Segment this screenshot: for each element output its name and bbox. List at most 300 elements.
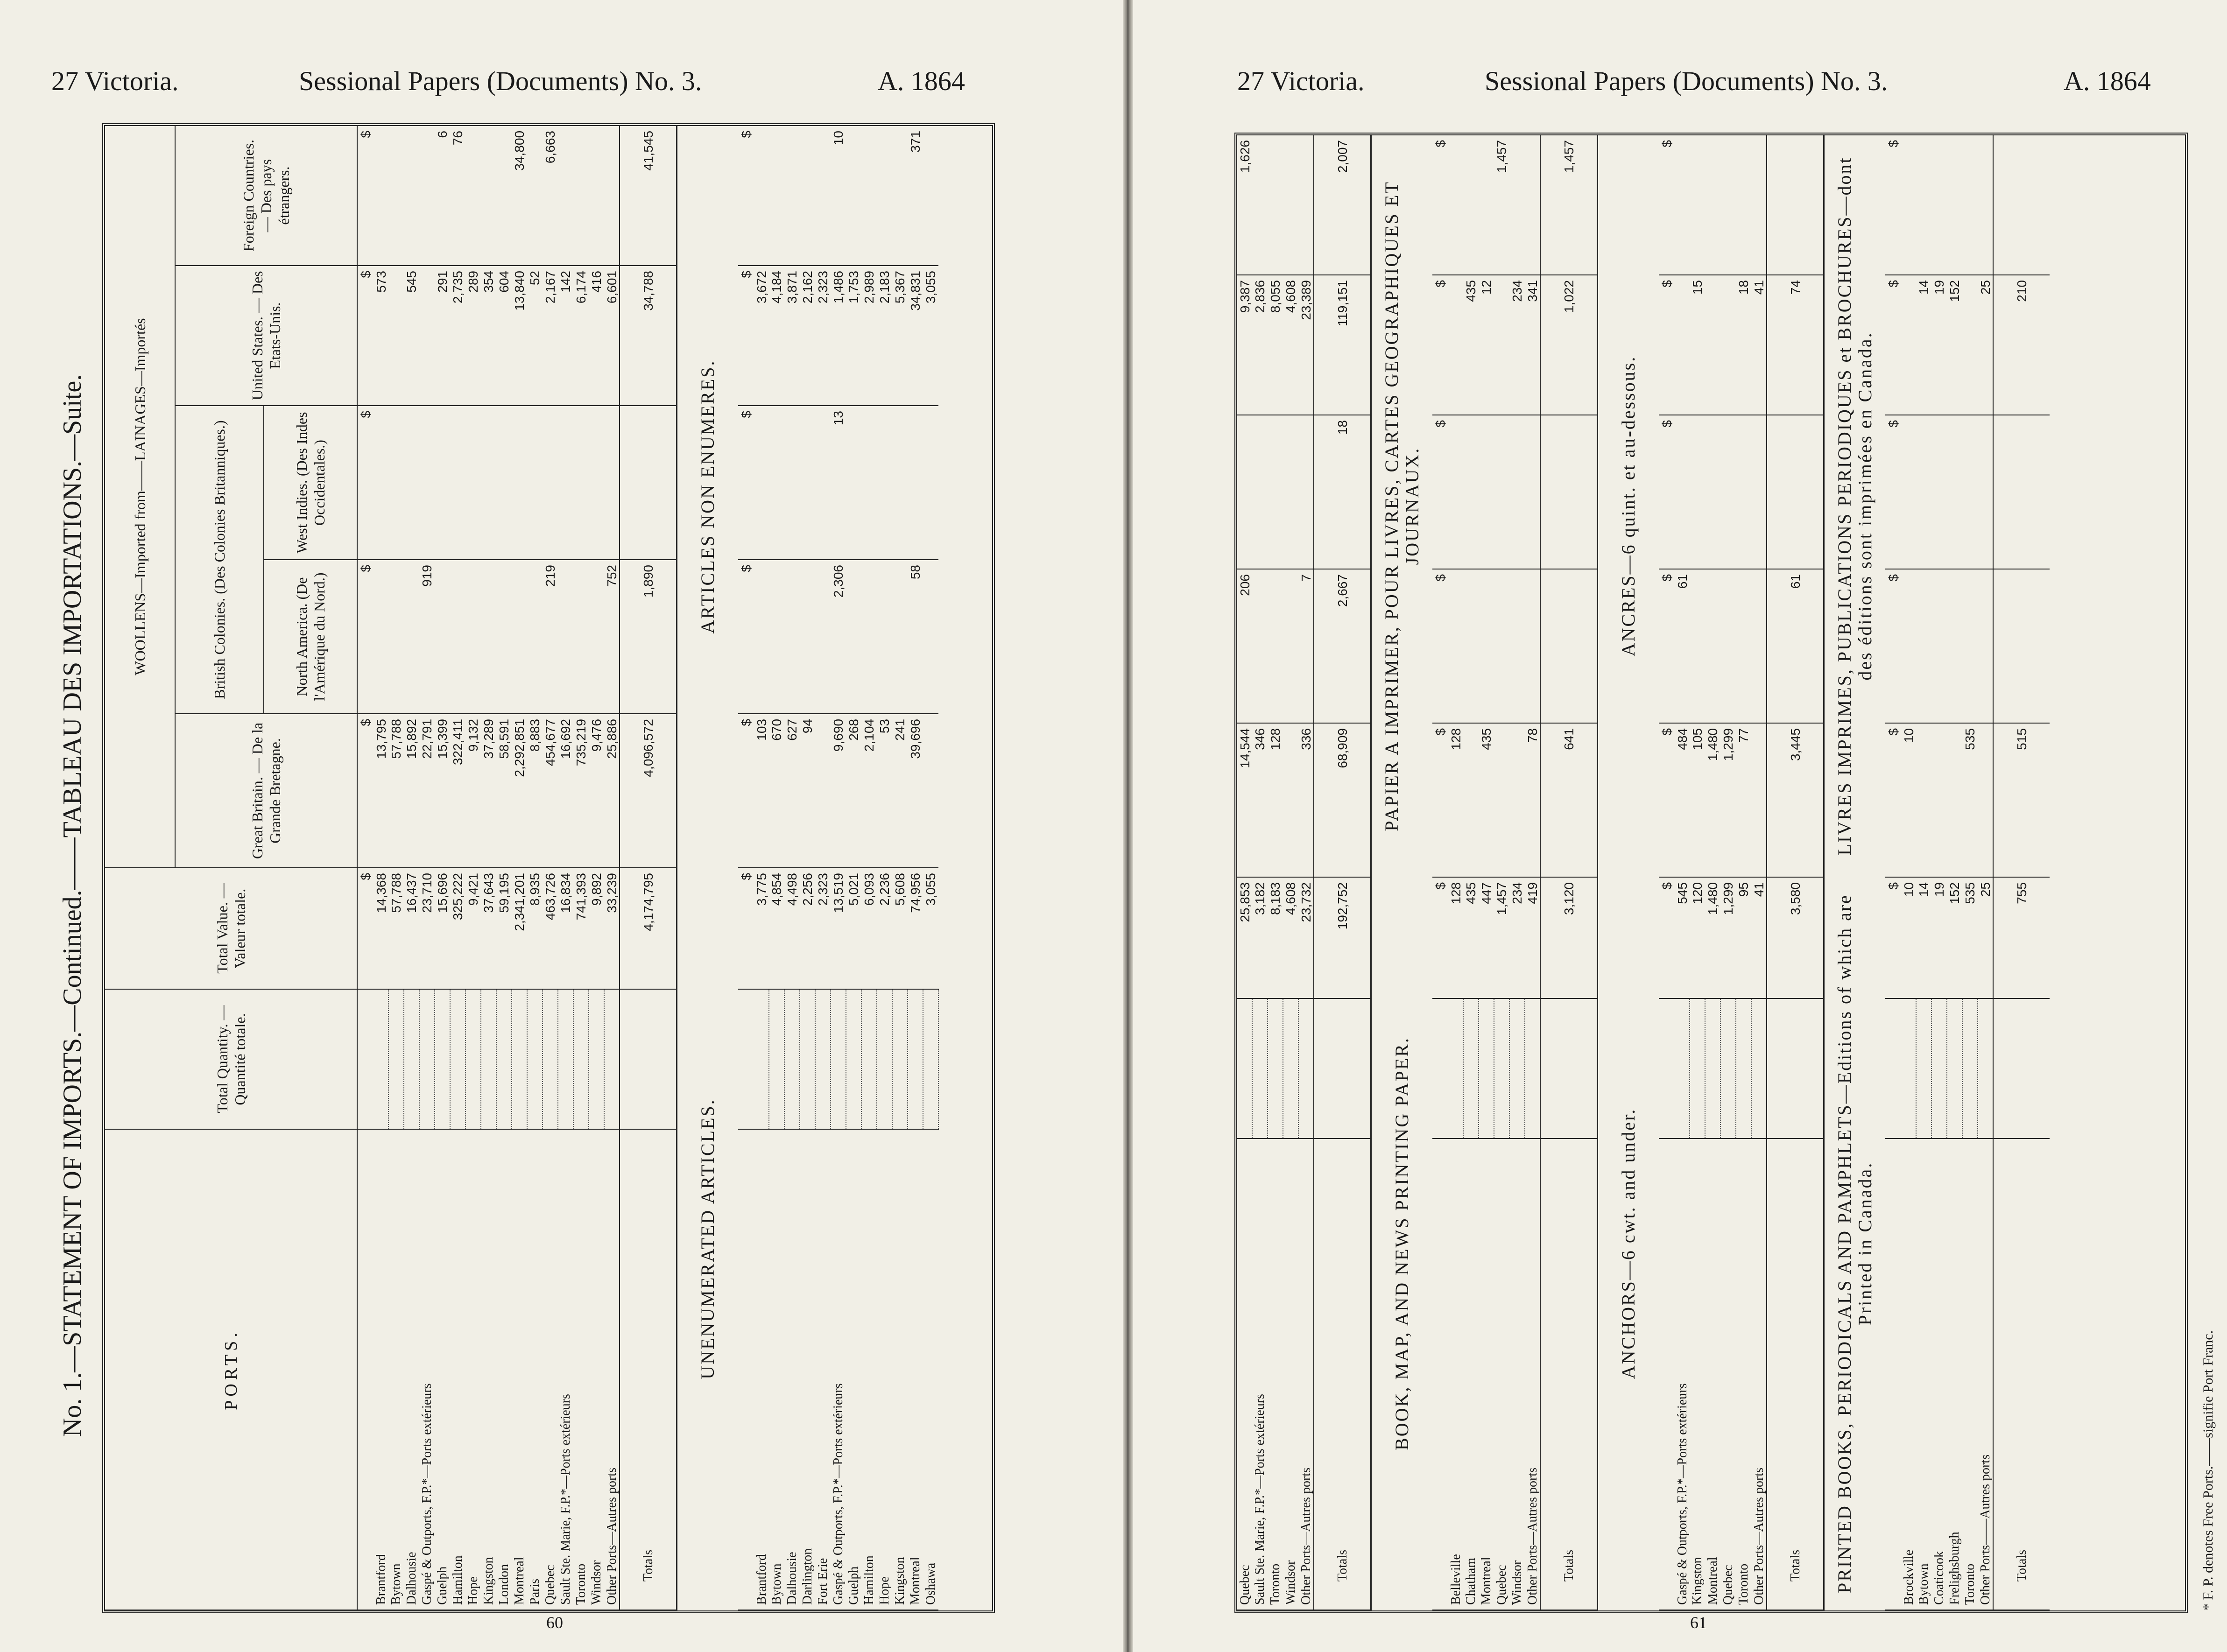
currency-symbol: $: [1885, 569, 1901, 723]
port-name: [589, 1129, 604, 1610]
value-cell: 41: [1751, 877, 1767, 998]
port-label: Paris: [528, 1579, 542, 1605]
anchors-row: [1675, 135, 1690, 1610]
printed-books-section-title-fr: LIVRES IMPRIMES, PUBLICATIONS PERIODIQUES et BROCHURES—dont des éditions sont imprimées en Canada.: [1824, 135, 1886, 877]
total-fc-cell: 1,457: [1540, 135, 1598, 275]
gb-cell: 103: [754, 714, 769, 868]
gb-cell: 13,795: [374, 714, 388, 868]
gb-cell: 346: [1252, 723, 1268, 877]
port-label: Hope: [466, 1576, 480, 1605]
currency-symbol: $: [357, 266, 374, 406]
na-cell: [1509, 569, 1525, 723]
us-cell: 3,672: [754, 266, 769, 406]
right-page-number: 61: [1690, 1613, 1707, 1632]
us-cell: 416: [589, 266, 604, 406]
fc-cell: [1962, 135, 1978, 275]
port-label: Windsor: [1510, 1560, 1524, 1605]
totals-label: Totals: [1540, 1139, 1598, 1610]
wi-cell: [573, 406, 589, 560]
wi-cell: [419, 406, 435, 560]
us-cell: 2,735: [450, 266, 465, 406]
value-cell: 463,726: [543, 868, 558, 989]
port-name: [800, 1129, 815, 1610]
value-cell: 2,341,201: [512, 868, 527, 989]
currency-symbol: $: [1659, 415, 1675, 569]
na-cell: [481, 560, 496, 714]
fc-cell: [769, 126, 784, 266]
us-cell: 2,836: [1252, 275, 1268, 415]
book-paper-row: [1494, 135, 1509, 1610]
quantity-cell: [465, 989, 481, 1129]
port-name: [1298, 1139, 1314, 1610]
gb-cell: 128: [1268, 723, 1283, 877]
na-cell: [1690, 569, 1705, 723]
unenumerated-row: [800, 126, 815, 1610]
wi-cell: [923, 406, 938, 560]
port-label: Other Ports—Autres ports: [604, 1468, 619, 1605]
port-label: Hope: [877, 1576, 892, 1605]
port-label: Montreal: [1705, 1557, 1720, 1605]
currency-symbol: $: [357, 560, 374, 714]
wi-cell: [1494, 415, 1509, 569]
port-label: Dalhousie: [785, 1552, 799, 1605]
totals-label: Totals: [620, 1129, 677, 1610]
gb-cell: [1947, 723, 1962, 877]
quantity-cell: [1767, 998, 1824, 1139]
blank-cell: [1885, 998, 1901, 1139]
gb-cell: 535: [1962, 723, 1978, 877]
woollens-total-row: [620, 126, 677, 1610]
port-label: Bytown: [1917, 1563, 1931, 1605]
fc-cell: [923, 126, 938, 266]
quantity-cell: [1448, 998, 1463, 1139]
quantity-cell: [512, 989, 527, 1129]
printed-books-row: [1962, 135, 1978, 1610]
quantity-cell: [1901, 998, 1916, 1139]
printed-books-row: [1901, 135, 1916, 1610]
us-cell: 142: [558, 266, 573, 406]
wi-cell: [465, 406, 481, 560]
quantity-cell: [573, 989, 589, 1129]
wi-header: West Indies. (Des Indes Occidentales.): [264, 406, 357, 560]
port-label: Toronto: [1963, 1563, 1977, 1605]
totals-label: Totals: [1314, 1139, 1371, 1610]
value-cell: 2,256: [800, 868, 815, 989]
fc-cell: [404, 126, 419, 266]
us-cell: 4,184: [769, 266, 784, 406]
port-name: [573, 1129, 589, 1610]
wi-cell: [784, 406, 800, 560]
left-table-body: [357, 126, 938, 1610]
us-cell: [1675, 275, 1690, 415]
woollens-row: [543, 126, 558, 1610]
woollens-group-header: WOOLLENS—Imported from——LAINAGES—Importés: [105, 126, 175, 868]
total-gb-cell: 4,096,572: [620, 714, 677, 868]
printed-books-row: [1947, 135, 1962, 1610]
port-name: [1675, 1139, 1690, 1610]
na-cell: [573, 560, 589, 714]
quantity-cell: [404, 989, 419, 1129]
value-cell: 14,368: [374, 868, 388, 989]
us-cell: 52: [527, 266, 543, 406]
ports-header: PORTS.: [105, 1129, 357, 1610]
unenumerated-section-title-fr: ARTICLES NON ENUMERES.: [677, 126, 739, 868]
fc-cell: [784, 126, 800, 266]
fc-cell: [1978, 135, 1993, 275]
quantity-cell: [419, 989, 435, 1129]
currency-row: [738, 126, 754, 1610]
blank-cell: [357, 989, 374, 1129]
quantity-cell: [908, 989, 923, 1129]
value-cell: 8,183: [1268, 877, 1283, 998]
total-value-cell: 3,120: [1540, 877, 1598, 998]
total-gb-cell: 68,909: [1314, 723, 1371, 877]
port-name: [831, 1129, 846, 1610]
na-cell: [1931, 569, 1947, 723]
printed-books-row: [1978, 135, 1993, 1610]
wi-cell: [1736, 415, 1751, 569]
gb-cell: [1931, 723, 1947, 877]
left-head-papers: Sessional Papers (Documents) No. 3.: [299, 66, 702, 96]
fc-cell: [558, 126, 573, 266]
na-cell: [1978, 569, 1993, 723]
us-cell: 435: [1463, 275, 1479, 415]
wi-cell: [404, 406, 419, 560]
value-cell: 33,239: [604, 868, 620, 989]
port-name: [496, 1129, 512, 1610]
wi-cell: [589, 406, 604, 560]
us-cell: 18: [1736, 275, 1751, 415]
us-cell: 604: [496, 266, 512, 406]
port-name: [404, 1129, 419, 1610]
us-cell: 9,387: [1237, 275, 1252, 415]
value-cell: 37,643: [481, 868, 496, 989]
fc-cell: [374, 126, 388, 266]
unenumerated-row: [861, 126, 877, 1610]
gb-cell: 9,690: [831, 714, 846, 868]
total-wi-cell: [1540, 415, 1598, 569]
fc-cell: [861, 126, 877, 266]
na-cell: [1720, 569, 1736, 723]
currency-symbol: $: [357, 406, 374, 560]
fc-cell: [1705, 135, 1720, 275]
value-cell: 3,055: [923, 868, 938, 989]
currency-symbol: $: [1432, 275, 1448, 415]
woollens-row: [573, 126, 589, 1610]
wi-cell: [512, 406, 527, 560]
quantity-header: Total Quantity. — Quantité totale.: [105, 989, 357, 1129]
value-cell: 447: [1479, 877, 1494, 998]
fc-cell: [465, 126, 481, 266]
unenumerated-row: [1237, 135, 1252, 1610]
unenumerated-row: [1283, 135, 1298, 1610]
woollens-row: [374, 126, 388, 1610]
us-cell: [1962, 275, 1978, 415]
us-cell: 1,486: [831, 266, 846, 406]
us-cell: 2,162: [800, 266, 815, 406]
value-cell: 4,608: [1283, 877, 1298, 998]
wi-cell: [543, 406, 558, 560]
us-cell: 13,840: [512, 266, 527, 406]
gb-cell: 78: [1525, 723, 1540, 877]
value-cell: 23,710: [419, 868, 435, 989]
currency-symbol: $: [1885, 723, 1901, 877]
currency-symbol: $: [1432, 723, 1448, 877]
currency-symbol: $: [1885, 877, 1901, 998]
us-cell: 8,055: [1268, 275, 1283, 415]
total-gb-cell: 3,445: [1767, 723, 1824, 877]
wi-cell: [846, 406, 861, 560]
anchors-row: [1705, 135, 1720, 1610]
value-cell: 10: [1901, 877, 1916, 998]
fc-cell: 76: [450, 126, 465, 266]
value-cell: 2,236: [877, 868, 892, 989]
quantity-cell: [861, 989, 877, 1129]
port-label: Windsor: [589, 1560, 604, 1605]
fc-cell: [1268, 135, 1283, 275]
gb-header: Great Britain. — De la Grande Bretagne.: [175, 714, 357, 868]
port-name: [435, 1129, 450, 1610]
us-cell: 23,389: [1298, 275, 1314, 415]
us-cell: 2,323: [815, 266, 831, 406]
gb-cell: 94: [800, 714, 815, 868]
port-name: [923, 1129, 938, 1610]
us-cell: 354: [481, 266, 496, 406]
total-value-cell: 3,580: [1767, 877, 1824, 998]
total-na-cell: [1993, 569, 2050, 723]
port-name: [754, 1129, 769, 1610]
right-page: [1130, 0, 2227, 1652]
currency-symbol: $: [357, 868, 374, 989]
bc-header: British Colonies. (Des Colonies Britanniques.): [175, 406, 264, 714]
port-name: [1916, 1139, 1931, 1610]
quantity-cell: [481, 989, 496, 1129]
anchors-row: [1751, 135, 1767, 1610]
port-label: Dalhousie: [404, 1552, 419, 1605]
right-head-year: A. 1864: [2064, 66, 2151, 96]
na-cell: [496, 560, 512, 714]
currency-row: [1432, 135, 1448, 1610]
port-label: Quebec: [543, 1565, 557, 1605]
port-label: Gaspé & Outports, F.P.*—Ports extérieurs: [831, 1383, 846, 1605]
na-cell: [1901, 569, 1916, 723]
port-name: [1720, 1139, 1736, 1610]
na-cell: [784, 560, 800, 714]
woollens-row: [465, 126, 481, 1610]
port-label: Brockville: [1901, 1549, 1916, 1605]
wi-cell: [388, 406, 404, 560]
gb-cell: 15,892: [404, 714, 419, 868]
fc-cell: [1720, 135, 1736, 275]
quantity-cell: [1916, 998, 1931, 1139]
fc-cell: [573, 126, 589, 266]
total-na-cell: [1540, 569, 1598, 723]
port-name: [1962, 1139, 1978, 1610]
value-cell: 535: [1962, 877, 1978, 998]
currency-symbol: $: [1659, 723, 1675, 877]
port-name: [908, 1129, 923, 1610]
quantity-cell: [754, 989, 769, 1129]
quantity-cell: [846, 989, 861, 1129]
port-name: [419, 1129, 435, 1610]
port-label: Guelph: [846, 1566, 861, 1605]
blank-cell: [357, 1129, 374, 1610]
gb-cell: 627: [784, 714, 800, 868]
fc-cell: [1736, 135, 1751, 275]
gb-cell: 735,219: [573, 714, 589, 868]
port-name: [604, 1129, 620, 1610]
book-paper-total-row: [1540, 135, 1598, 1610]
gb-cell: 1,299: [1720, 723, 1736, 877]
left-head-year: A. 1864: [878, 66, 965, 96]
us-cell: 291: [435, 266, 450, 406]
woollens-row: [589, 126, 604, 1610]
wi-cell: [496, 406, 512, 560]
value-cell: 8,935: [527, 868, 543, 989]
wi-cell: 13: [831, 406, 846, 560]
port-label: Hamilton: [451, 1555, 465, 1605]
fc-cell: 34,800: [512, 126, 527, 266]
na-cell: [435, 560, 450, 714]
na-cell: [589, 560, 604, 714]
woollens-row: [604, 126, 620, 1610]
blank-cell: [1659, 998, 1675, 1139]
value-cell: 9,421: [465, 868, 481, 989]
us-cell: [1901, 275, 1916, 415]
currency-symbol: $: [357, 714, 374, 868]
na-cell: [1283, 569, 1298, 723]
unenumerated-row: [769, 126, 784, 1610]
wi-cell: [800, 406, 815, 560]
wi-cell: [1509, 415, 1525, 569]
fc-header: Foreign Countries. — Des pays étrangers.: [175, 126, 357, 266]
port-label: Sault Ste. Marie, F.P.*—Ports extérieurs: [1253, 1394, 1267, 1605]
value-cell: 16,834: [558, 868, 573, 989]
left-head-session: 27 Victoria.: [51, 66, 179, 96]
us-cell: 14: [1916, 275, 1931, 415]
us-cell: 5,367: [892, 266, 908, 406]
na-cell: [754, 560, 769, 714]
quantity-cell: [1720, 998, 1736, 1139]
na-cell: [1252, 569, 1268, 723]
gb-cell: 15,399: [435, 714, 450, 868]
right-head-session: 27 Victoria.: [1237, 66, 1365, 96]
currency-symbol: $: [738, 714, 754, 868]
port-label: Kingston: [481, 1557, 496, 1605]
quantity-cell: [815, 989, 831, 1129]
quantity-cell: [877, 989, 892, 1129]
fc-cell: [604, 126, 620, 266]
wi-cell: [1705, 415, 1720, 569]
value-cell: 25,853: [1237, 877, 1252, 998]
us-cell: 152: [1947, 275, 1962, 415]
port-label: Other Ports—Autres ports: [1525, 1468, 1540, 1605]
woollens-row: [512, 126, 527, 1610]
port-label: Montreal: [908, 1557, 923, 1605]
total-us-cell: 210: [1993, 275, 2050, 415]
total-us-cell: 74: [1767, 275, 1824, 415]
na-cell: 206: [1237, 569, 1252, 723]
total-wi-cell: [1993, 415, 2050, 569]
us-cell: 2,183: [877, 266, 892, 406]
fc-cell: 6: [435, 126, 450, 266]
wi-cell: [1237, 415, 1252, 569]
port-label: Brantford: [374, 1554, 388, 1605]
continuation-table: [1237, 135, 2050, 1610]
currency-symbol: $: [357, 126, 374, 266]
total-na-cell: 1,890: [620, 560, 677, 714]
gb-cell: 10: [1901, 723, 1916, 877]
port-name: [512, 1129, 527, 1610]
total-gb-cell: 515: [1993, 723, 2050, 877]
printed-books-total-row: [1993, 135, 2050, 1610]
value-cell: 14: [1916, 877, 1931, 998]
port-label: Kingston: [893, 1557, 907, 1605]
na-cell: [923, 560, 938, 714]
us-cell: 4,608: [1283, 275, 1298, 415]
gb-cell: 1,480: [1705, 723, 1720, 877]
fc-cell: [800, 126, 815, 266]
woollens-row: [419, 126, 435, 1610]
gb-cell: 454,677: [543, 714, 558, 868]
value-cell: 25: [1978, 877, 1993, 998]
printed-books-section-title-en: PRINTED BOOKS, PERIODICALS AND PAMPHLETS—Editions of which are Printed in Canada.: [1824, 877, 1886, 1610]
port-label: Frelighsburgh: [1947, 1532, 1962, 1605]
na-cell: [1947, 569, 1962, 723]
gb-cell: 435: [1479, 723, 1494, 877]
gb-cell: 37,289: [481, 714, 496, 868]
na-cell: [769, 560, 784, 714]
currency-symbol: $: [1885, 135, 1901, 275]
na-cell: 2,306: [831, 560, 846, 714]
gb-cell: [1751, 723, 1767, 877]
na-cell: [1463, 569, 1479, 723]
gb-cell: 53: [877, 714, 892, 868]
fc-cell: [1252, 135, 1268, 275]
value-cell: 15,696: [435, 868, 450, 989]
port-name: [784, 1129, 800, 1610]
us-cell: 573: [374, 266, 388, 406]
us-cell: 12: [1479, 275, 1494, 415]
wi-cell: [892, 406, 908, 560]
wi-cell: [908, 406, 923, 560]
value-cell: 419: [1525, 877, 1540, 998]
book-paper-row: [1509, 135, 1525, 1610]
gb-cell: [1463, 723, 1479, 877]
quantity-cell: [1540, 998, 1598, 1139]
value-cell: 57,788: [388, 868, 404, 989]
port-name: [481, 1129, 496, 1610]
quantity-cell: [1675, 998, 1690, 1139]
fc-cell: [1690, 135, 1705, 275]
quantity-cell: [1479, 998, 1494, 1139]
us-cell: 6,601: [604, 266, 620, 406]
value-cell: 325,222: [450, 868, 465, 989]
total-wi-cell: 18: [1314, 415, 1371, 569]
quantity-cell: [1690, 998, 1705, 1139]
book-paper-row: [1479, 135, 1494, 1610]
quantity-cell: [1314, 998, 1371, 1139]
na-header: North America. (De l'Amérique du Nord.): [264, 560, 357, 714]
fc-cell: [1448, 135, 1463, 275]
gb-cell: 9,476: [589, 714, 604, 868]
total-gb-cell: 641: [1540, 723, 1598, 877]
wi-cell: [877, 406, 892, 560]
right-table-body: [1237, 135, 2050, 1610]
us-cell: 6,174: [573, 266, 589, 406]
gb-cell: 484: [1675, 723, 1690, 877]
wi-cell: [558, 406, 573, 560]
